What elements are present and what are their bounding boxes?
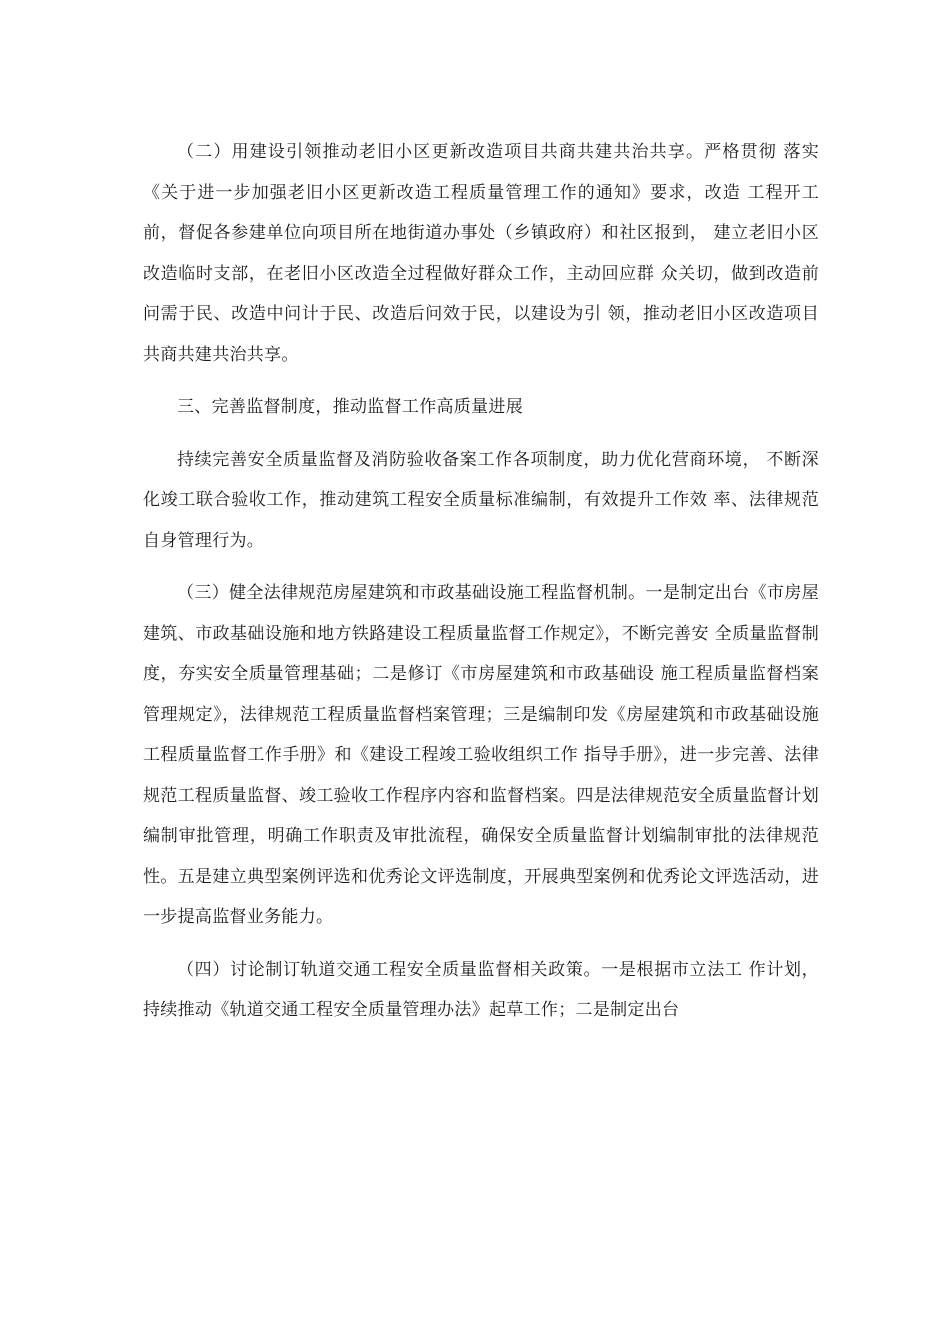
section-heading-supervision-system: 三、完善监督制度，推动监督工作高质量进展: [177, 397, 523, 417]
paragraph-supervision-mechanism: （三）健全法律规范房屋建筑和市政基础设施工程监督机制。一是制定出台《市房屋建筑、市政基础设施和地方铁路建设工程质量监督工作规定》，不断完善安 全质量监督制度，夯实安全质量管理基础；二是修订《市房屋建筑和市政基础设 施工程质量监督档案管理规定》，法律规范工程质量监督档案管理；三是编制印发《房屋建筑和市政基础设施工程质量监督工作手册》和《建设工程竣工验收组织工作 指导手册》，进一步完善、法律规范工程质量监督、竣工验收工作程序内容和监督档案。四是法律规范安全质量监督计划编制审批管理，明确工作职责及审批流程，确保安全质量监督计划编制审批的法律规范性。五是建立典型案例评选和优秀论文评选制度，开展典型案例和优秀论文评选活动，进一步提高监督业务能力。: [143, 583, 819, 927]
paragraph-old-community-renovation: （二）用建设引领推动老旧小区更新改造项目共商共建共治共享。严格贯彻 落实《关于进一步加强老旧小区更新改造工程质量管理工作的通知》要求，改造 工程开工前，督促各参建单位向项目所在地街道办事处（乡镇政府）和社区报到， 建立老旧小区改造临时支部，在老旧小区改造全过程做好群众工作，主动回应群 众关切，做到改造前问需于民、改造中问计于民、改造后问效于民，以建设为引 领，推动老旧小区改造项目共商共建共治共享。: [143, 142, 819, 365]
paragraph-rail-transit-policy: （四）讨论制订轨道交通工程安全质量监督相关政策。一是根据市立法工 作计划，持续推动《轨道交通工程安全质量管理办法》起草工作；二是制定出台: [143, 959, 819, 1020]
document-body: [143, 132, 819, 1031]
paragraph-improve-systems: 持续完善安全质量监督及消防验收备案工作各项制度，助力优化营商环境， 不断深化竣工联合验收工作，推动建筑工程安全质量标准编制，有效提升工作效 率、法律规范自身管理行为。: [143, 449, 819, 551]
